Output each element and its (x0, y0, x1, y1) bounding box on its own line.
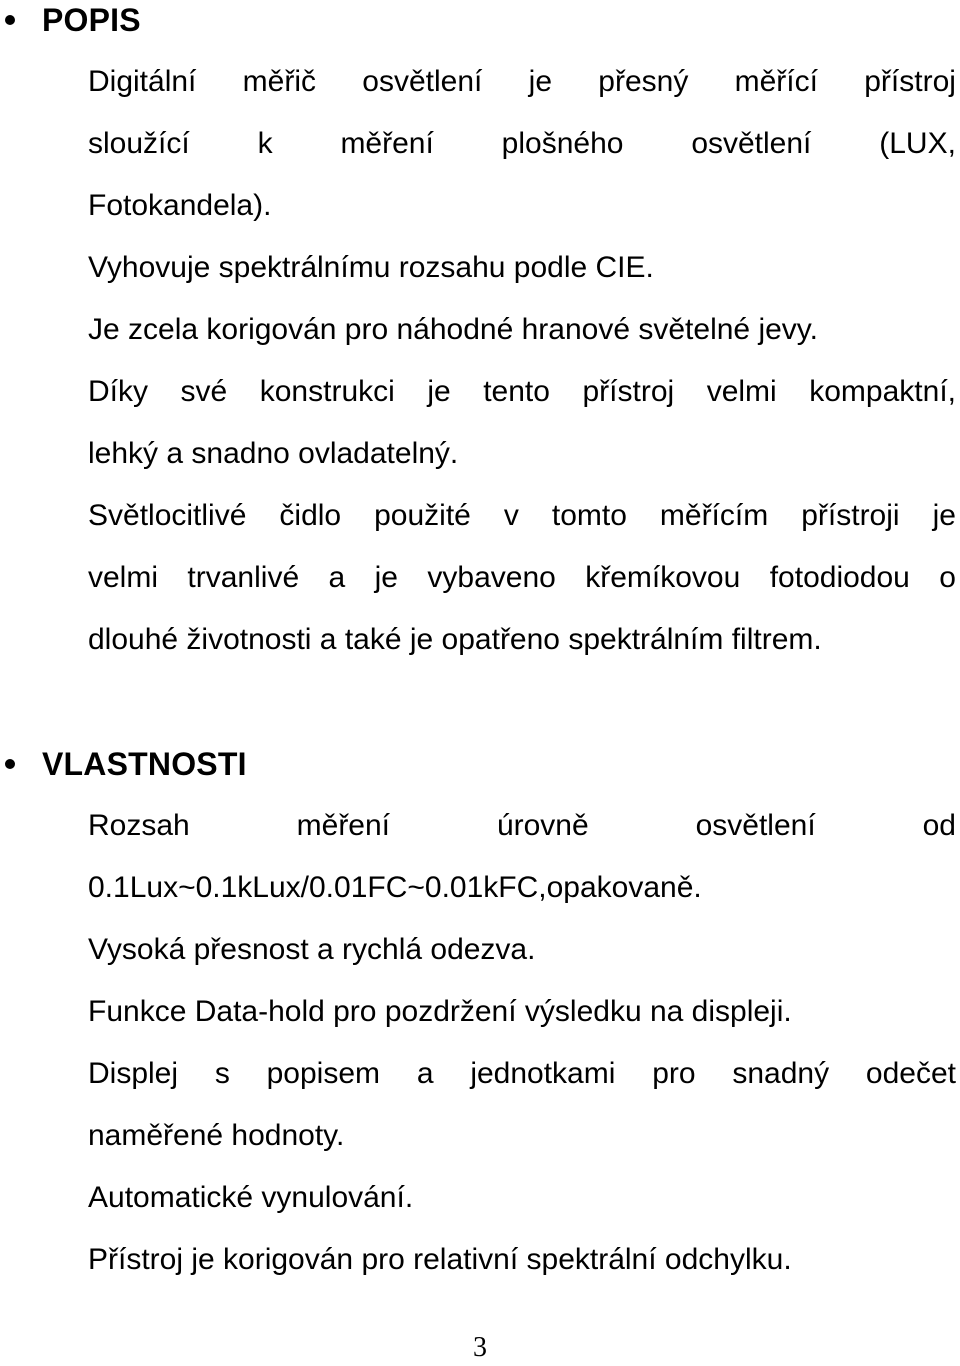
word: Rozsah (88, 809, 190, 842)
word: plošného (501, 127, 624, 160)
popis-line-6 (88, 372, 956, 412)
word: měřič (242, 65, 317, 98)
vlastnosti-line-6: naměřené hodnoty. (88, 1119, 345, 1152)
word: v (503, 499, 519, 532)
bullet-icon (5, 15, 15, 25)
word: čidlo (279, 499, 342, 532)
word: od (922, 809, 956, 842)
word: měření (296, 809, 391, 842)
word: trvanlivé (187, 561, 300, 594)
popis-line-10: dlouhé životnosti a také je opatřeno spektrálním filtrem. (88, 623, 822, 656)
word: použité (374, 499, 471, 532)
section-heading-vlastnosti: VLASTNOSTI (42, 746, 247, 782)
word: a (416, 1057, 434, 1090)
word: přístroj (582, 375, 675, 408)
word: (LUX, (879, 127, 956, 160)
word: Displej (88, 1057, 179, 1090)
vlastnosti-line-3: Vysoká přesnost a rychlá odezva. (88, 933, 536, 966)
section-heading-popis: POPIS (42, 2, 141, 38)
page-number: 3 (473, 1332, 487, 1363)
word: své (180, 375, 228, 408)
popis-line-3: Fotokandela). (88, 189, 272, 222)
word: k (257, 127, 273, 160)
word: pro (652, 1057, 696, 1090)
word: měřícím (659, 499, 769, 532)
word: přístroj (864, 65, 956, 98)
popis-line-5: Je zcela korigován pro náhodné hranové světelné jevy. (88, 313, 818, 346)
word: Digitální (88, 65, 197, 98)
vlastnosti-line-1 (88, 806, 956, 846)
word: kompaktní, (809, 375, 956, 408)
word: křemíkovou (585, 561, 741, 594)
word: měřící (734, 65, 818, 98)
word: vybaveno (427, 561, 556, 594)
word: osvětlení (691, 127, 812, 160)
word: Světlocitlivé (88, 499, 247, 532)
vlastnosti-line-7: Automatické vynulování. (88, 1181, 414, 1214)
word: sloužící (88, 127, 190, 160)
word: úrovně (496, 809, 589, 842)
word: je (374, 561, 398, 594)
word: je (528, 65, 553, 98)
word: tomto (551, 499, 627, 532)
word: jednotkami (470, 1057, 616, 1090)
word: tento (483, 375, 550, 408)
word: měření (340, 127, 434, 160)
word: snadný (732, 1057, 830, 1090)
popis-line-2 (88, 124, 956, 164)
vlastnosti-line-4: Funkce Data-hold pro pozdržení výsledku na displeji. (88, 995, 792, 1028)
word: je (932, 499, 956, 532)
word: a (328, 561, 346, 594)
word: Díky (88, 375, 148, 408)
word: osvětlení (362, 65, 483, 98)
popis-line-7: lehký a snadno ovladatelný. (88, 437, 459, 470)
word: o (939, 561, 956, 594)
word: popisem (266, 1057, 381, 1090)
vlastnosti-line-2: 0.1Lux~0.1kLux/0.01FC~0.01kFC,opakovaně. (88, 871, 702, 904)
word: osvětlení (695, 809, 816, 842)
word: je (427, 375, 451, 408)
word: přístroji (801, 499, 900, 532)
popis-line-9 (88, 558, 956, 598)
word: fotodiodou (769, 561, 910, 594)
word: přesný (598, 65, 689, 98)
word: s (214, 1057, 230, 1090)
word: odečet (865, 1057, 956, 1090)
section-popis-heading-row (0, 0, 141, 40)
word: velmi (88, 561, 159, 594)
word: velmi (706, 375, 777, 408)
word: konstrukci (259, 375, 395, 408)
popis-line-4: Vyhovuje spektrálnímu rozsahu podle CIE. (88, 251, 654, 284)
popis-line-1 (88, 62, 956, 102)
popis-line-8 (88, 496, 956, 536)
vlastnosti-line-8: Přístroj je korigován pro relativní spektrální odchylku. (88, 1243, 792, 1276)
vlastnosti-line-5 (88, 1054, 956, 1094)
bullet-icon (5, 759, 15, 769)
section-vlastnosti-heading-row (0, 744, 247, 784)
